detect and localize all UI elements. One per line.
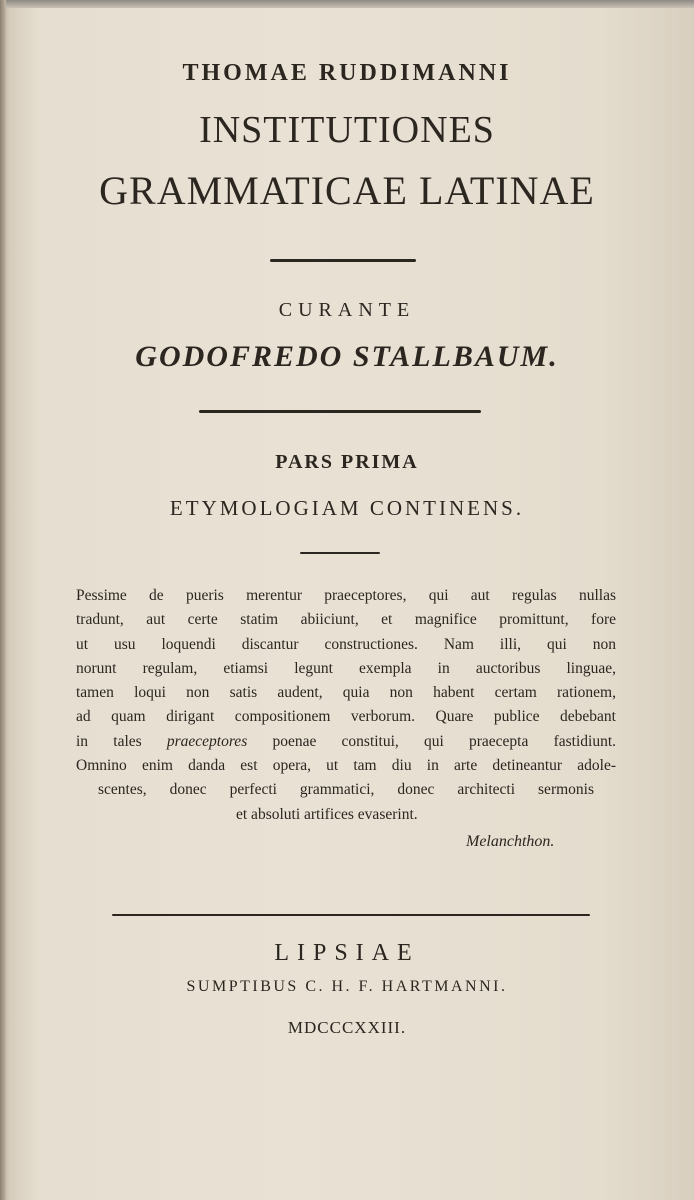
quote-text: poenae constitui, qui praecepta fastidiunt.: [272, 732, 616, 750]
quote-line: Omnino enim danda est opera, ut tam diu in arte detineantur adole-: [76, 757, 616, 775]
quote-line: Pessime de pueris merentur praeceptores, qui aut regulas nullas: [76, 587, 616, 604]
divider-rule-4: [112, 914, 590, 916]
divider-rule-3: [300, 552, 380, 554]
quote-emphasis: praeceptores: [166, 732, 248, 750]
divider-rule-1: [270, 259, 416, 262]
quote-line: norunt regulam, etiamsi legunt exempla in auctoribus linguae,: [76, 659, 616, 677]
book-title-line-2: GRAMMATICAE LATINAE: [99, 168, 595, 213]
page-top-edge: [0, 0, 694, 8]
author-name: THOMAE RUDDIMANNI: [182, 60, 512, 86]
quote-line: et absoluti artifices evaserint.: [236, 805, 418, 823]
quote-line: ad quam dirigant compositionem verborum. Quare publice debebant: [76, 708, 616, 726]
quote-line: scentes, donec perfecti grammatici, donec architecti sermonis: [98, 781, 594, 799]
book-title-line-1: INSTITUTIONES: [199, 109, 495, 151]
quote-line: [76, 730, 616, 754]
editor-name: GODOFREDO STALLBAUM.: [135, 340, 559, 373]
quote-attribution: Melanchthon.: [466, 833, 555, 850]
quote-text: in tales: [76, 732, 142, 750]
part-label: PARS PRIMA: [275, 451, 419, 473]
quote-line: ut usu loquendi discantur constructiones. Nam illi, qui non: [76, 635, 616, 653]
imprint-publisher: SUMPTIBUS C. H. F. HARTMANNI.: [186, 978, 508, 995]
imprint-year: MDCCCXXIII.: [287, 1018, 407, 1037]
imprint-place: LIPSIAE: [274, 940, 420, 966]
quote-line: tamen loqui non satis audent, quia non habent certam rationem,: [76, 684, 616, 702]
divider-rule-2: [199, 410, 481, 413]
quote-line: tradunt, aut certe statim abiiciunt, et magnifice promittunt, fore: [76, 611, 616, 629]
part-subtitle: ETYMOLOGIAM CONTINENS.: [169, 496, 525, 520]
epigraph-quote: [76, 584, 616, 827]
curante-label: CURANTE: [278, 299, 416, 321]
